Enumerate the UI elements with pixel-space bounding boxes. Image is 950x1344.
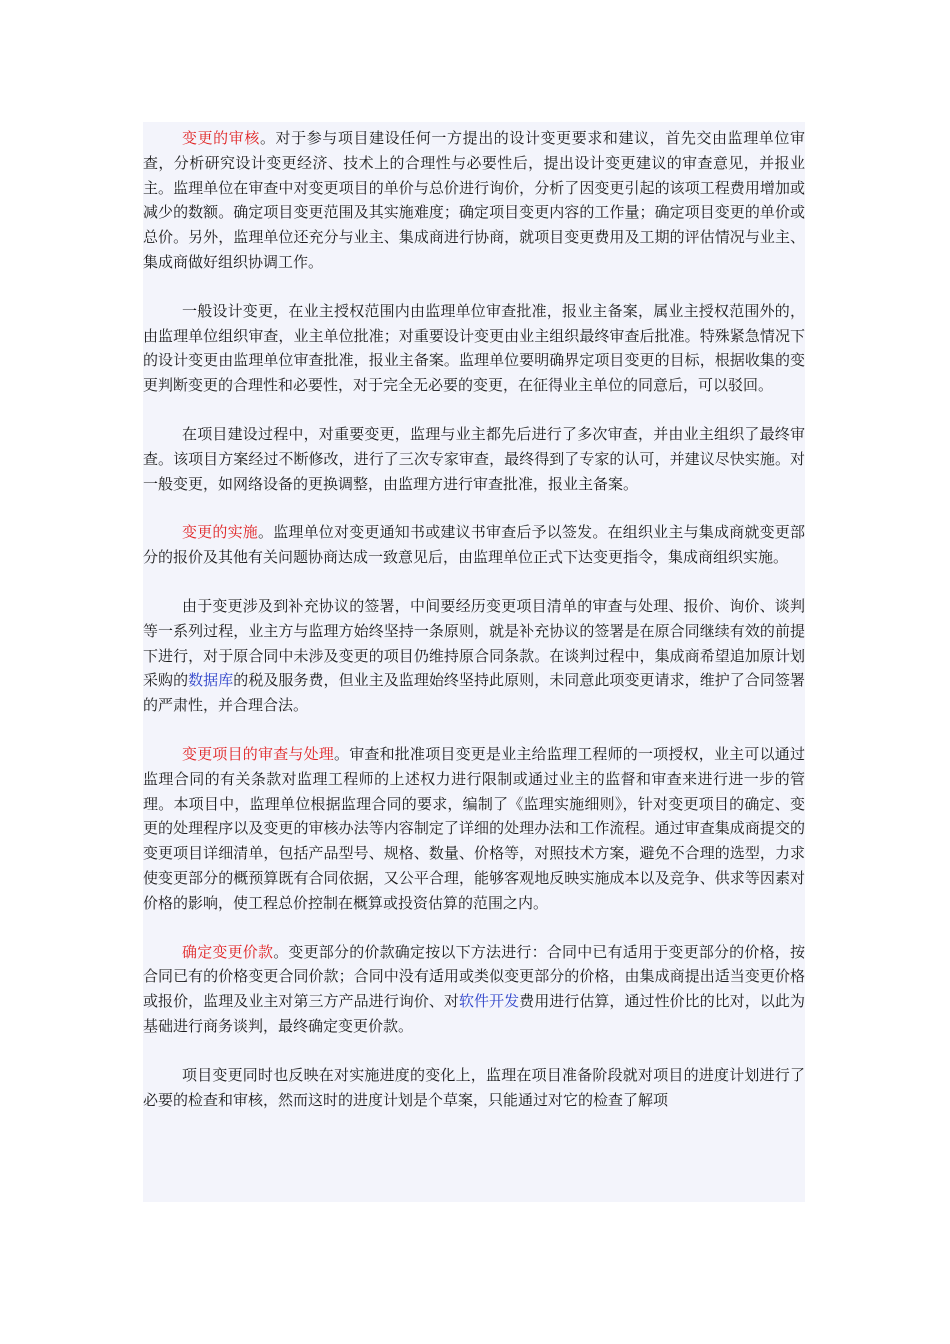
paragraph-supplementary-agreement: [143, 594, 805, 718]
paragraph-change-item-review: [143, 742, 805, 916]
database-link[interactable]: 数据库: [188, 671, 234, 690]
paragraph-general-change: [143, 299, 805, 398]
section-heading: 变更的实施: [182, 523, 258, 542]
paragraph-project-construction: [143, 422, 805, 496]
paragraph-text: 在项目建设过程中，对重要变更，监理与业主都先后进行了多次审查，并由业主组织了最终审查。该项目方案经过不断修改，进行了三次专家审查，最终得到了专家的认可，并建议尽快实施。对一般变更，如网络设备的更换调整，由监理方进行审查批准，报业主备案。: [143, 424, 805, 493]
paragraph-text: 项目变更同时也反映在对实施进度的变化上，监理在项目准备阶段就对项目的进度计划进行了必要的检查和审核，然而这时的进度计划是个草案，只能通过对它的检查了解项: [143, 1065, 805, 1109]
paragraph-text: 。监理单位对变更通知书或建议书审查后予以签发。在组织业主与集成商就变更部分的报价及其他有关问题协商达成一致意见后，由监理单位正式下达变更指令，集成商组织实施。: [143, 523, 805, 567]
paragraph-change-review: [143, 126, 805, 275]
paragraph-text: 。变更部分的价款确定按以下方法进行：合同中已有适用于变更部分的价格，按合同已有的价格变更合同价款；合同中没有适用或类似变更部分的价格，由集成商提出适当变更价格或报价，监理及业主对第三方产品进行询价、对: [143, 942, 805, 1011]
paragraph-change-implementation: [143, 520, 805, 570]
software-development-link[interactable]: 软件开发: [458, 992, 520, 1011]
paragraph-text: 。对于参与项目建设任何一方提出的设计变更要求和建议，首先交由监理单位审查，分析研究设计变更经济、技术上的合理性与必要性后，提出设计变更建议的审查意见，并报业主。监理单位在审查中对变更项目的单价与总价进行询价，分析了因变更引起的该项工程费用增加或减少的数额。确定项目变更范围及其实施难度；确定项目变更内容的工作量；确定项目变更的单价或总价。另外，监理单位还充分与业主、集成商进行协商，就项目变更费用及工期的评估情况与业主、集成商做好组织协调工作。: [143, 129, 805, 271]
paragraph-text: 由于变更涉及到补充协议的签署，中间要经历变更项目清单的审查与处理、报价、询价、谈判等一系列过程，业主方与监理方始终坚持一条原则，就是补充协议的签署是在原合同继续有效的前提下进行，对于原合同中未涉及变更的项目仍维持原合同条款。在谈判过程中，集成商希望追加原计划采购的: [143, 596, 805, 690]
paragraph-text: 。审查和批准项目变更是业主给监理工程师的一项授权，业主可以通过监理合同的有关条款对监理工程师的上述权力进行限制或通过业主的监督和审查来进行进一步的管理。本项目中，监理单位根据监理合同的要求，编制了《监理实施细则》，针对变更项目的确定、变更的处理程序以及变更的审核办法等内容制定了详细的处理办法和工作流程。通过审查集成商提交的变更项目详细清单，包括产品型号、规格、数量、价格等，对照技术方案，避免不合理的选型，力求使变更部分的概预算既有合同依据，又公平合理，能够客观地反映实施成本以及竞争、供求等因素对价格的影响，使工程总价控制在概算或投资估算的范围之内。: [143, 744, 805, 912]
section-heading: 变更的审核: [182, 129, 260, 147]
paragraph-text: 一般设计变更，在业主授权范围内由监理单位审查批准，报业主备案，属业主授权范围外的，由监理单位组织审查，业主单位批准；对重要设计变更由业主组织最终审查后批准。特殊紧急情况下的设计变更由监理单位审查批准，报业主备案。监理单位要明确界定项目变更的目标，根据收集的变更判断变更的合理性和必要性，对于完全无必要的变更，在征得业主单位的同意后，可以驳回。: [143, 301, 805, 395]
paragraph-change-price: [143, 940, 805, 1039]
paragraph-schedule-change: [143, 1063, 805, 1113]
document-content: [143, 122, 805, 1202]
section-heading: 变更项目的审查与处理: [182, 744, 334, 763]
paragraph-text: 的税及服务费，但业主及监理始终坚持此原则，未同意此项变更请求，维护了合同签署的严肃性，并合理合法。: [143, 671, 805, 715]
paragraph-text: 费用进行估算，通过性价比的比对，以此为基础进行商务谈判，最终确定变更价款。: [143, 992, 805, 1035]
section-heading: 确定变更价款: [182, 942, 274, 961]
